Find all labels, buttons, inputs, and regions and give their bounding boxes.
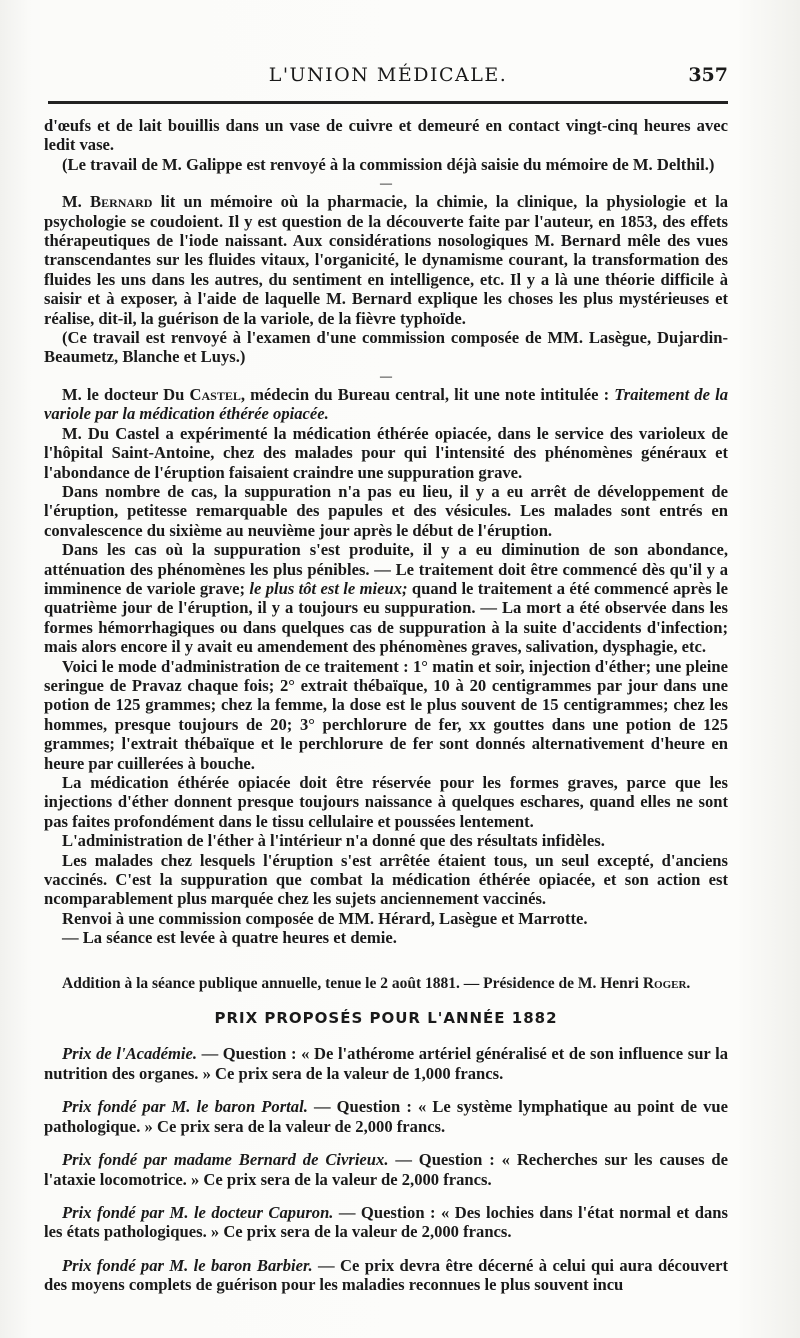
paragraph: M. Du Castel a expérimenté la médication éthérée opiacée, dans le service des varioleux de l'hôpital Saint-Antoine, chez des malades pour qui l'intensité des phénomènes généraux et l'abondance de l'éruption faisaient craindre une suppuration grave.: [44, 423, 728, 482]
prize-entry: Prix fondé par M. le docteur Capuron. — Question : « Des lochies dans l'état normal et dans les états pathologiques. » Ce prix sera de la valeur de 2,000 francs.: [44, 1202, 728, 1242]
prizes-heading: PRIX PROPOSÉS POUR L'ANNÉE 1882: [214, 1009, 558, 1028]
paragraph: Les malades chez lesquels l'éruption s'est arrêtée étaient tous, un seul excepté, d'anciens vaccinés. C'est la suppuration que combat la médication éthérée opiacée, et son action est ncomparablement plus marquée chez les sujets anciennement vaccinés.: [44, 850, 728, 909]
paragraph: Dans les cas où la suppuration s'est produite, il y a eu diminution de son abondance, atténuation des phénomènes les plus pénibles. — Le traitement doit être commencé dès qu'il y a imminence de variole grave; le plus tôt est le mieux; quand le traitement a été commencé après le quatrième jour de l'éruption, il y a toujours eu suppuration. — La mort a été observée dans les formes hémorrhagiques ou dans quelques cas de suppuration à la suite d'accidents d'infection; mais alors encore il y avait eu amendement des phénomènes graves, salivation, dysphagie, etc.: [44, 540, 728, 657]
separator: —: [380, 176, 392, 191]
paragraph: Renvoi à une commission composée de MM. Hérard, Lasègue et Marrotte.: [62, 908, 588, 928]
paragraph: d'œufs et de lait bouillis dans un vase de cuivre et demeuré en contact vingt-cinq heures avec ledit vase.: [44, 116, 728, 155]
paragraph: — La séance est levée à quatre heures et demie.: [62, 928, 397, 948]
prize-entry: Prix fondé par madame Bernard de Civrieux. — Question : « Recherches sur les causes de l'ataxie locomotrice. » Ce prix sera de la valeur de 2,000 francs.: [44, 1150, 728, 1189]
paragraph: M. le docteur Du Castel, médecin du Bureau central, lit une note intitulée : Traitement de la variole par la médication éthérée opiacée.: [44, 384, 728, 424]
paragraph: Voici le mode d'administration de ce traitement : 1° matin et soir, injection d'éther; une pleine seringue de Pravaz chaque fois; 2° extrait thébaïque, 10 à 20 centigrammes par jour dans une potion de 125 grammes; chez la femme, la dose est le plus souvent de 15 centigrammes; chez les hommes, presque toujours de 20; 3° perchlorure de fer, xx gouttes dans une potion de 125 grammes; l'extrait thébaïque et le perchlorure de fer sont donnés alternativement d'heure en heure par cuillerées à bouche.: [44, 656, 728, 773]
paragraph: L'administration de l'éther à l'intérieur n'a donné que des résultats infidèles.: [62, 831, 605, 851]
paragraph: (Le travail de M. Galippe est renvoyé à la commission déjà saisie du mémoire de M. Delthil.): [62, 154, 715, 174]
prize-entry: Prix fondé par M. le baron Portal. — Question : « Le système lymphatique au point de vue pathologique. » Ce prix sera de la valeur de 2,000 francs.: [44, 1097, 728, 1136]
header-rule: [48, 101, 728, 104]
page-number: 357: [688, 64, 728, 86]
prize-entry: Prix de l'Académie. — Question : « De l'athérome artériel généralisé et de son influence sur la nutrition des organes. » Ce prix sera de la valeur de 1,000 francs.: [44, 1044, 728, 1083]
addition-notice: Addition à la séance publique annuelle, tenue le 2 août 1881. — Présidence de M. Henri Roger.: [62, 974, 691, 992]
prize-entry: Prix fondé par M. le baron Barbier. — Ce prix devra être décerné à celui qui aura découvert des moyens complets de guérison pour les maladies reconnues le plus souvent incu: [44, 1255, 728, 1295]
paragraph: Dans nombre de cas, la suppuration n'a pas eu lieu, il y a eu arrêt de développement de l'éruption, petitesse remarquable des papules et des vésicules. Les malades sont entrés en convalescence du sixième au neuvième jour après le début de l'éruption.: [44, 481, 728, 540]
article-body: [44, 116, 728, 1309]
paragraph: (Ce travail est renvoyé à l'examen d'une commission composée de MM. Lasègue, Dujardin-Beaumetz, Blanche et Luys.): [44, 328, 728, 367]
separator: —: [380, 368, 392, 383]
paragraph: La médication éthérée opiacée doit être réservée pour les formes graves, parce que les injections d'éther donnent presque toujours naissance à quelques eschares, quand elles ne sont pas faites profondément dans le tissu cellulaire et poussées lentement.: [44, 773, 728, 831]
running-title: L'UNION MÉDICALE.: [268, 64, 508, 86]
paragraph: M. Bernard lit un mémoire où la pharmacie, la chimie, la clinique, la physiologie et la psychologie se coudoient. Il y est question de la découverte faite par l'auteur, en 1853, des effets thérapeutiques de l'iode naissant. Aux considérations nosologiques M. Bernard mêle des vues transcendantes sur les fluides vitaux, l'organicité, le dynamisme courant, la transformation des fluides les uns dans les autres, du sentiment en intelligence, etc. Il y a là une théorie difficile à saisir et à exposer, à l'aide de laquelle M. Bernard explique les choses les plus mystérieuses et réalise, dit-il, la guérison de la variole, de la fièvre typhoïde.: [44, 192, 728, 328]
page-header: [48, 62, 728, 94]
